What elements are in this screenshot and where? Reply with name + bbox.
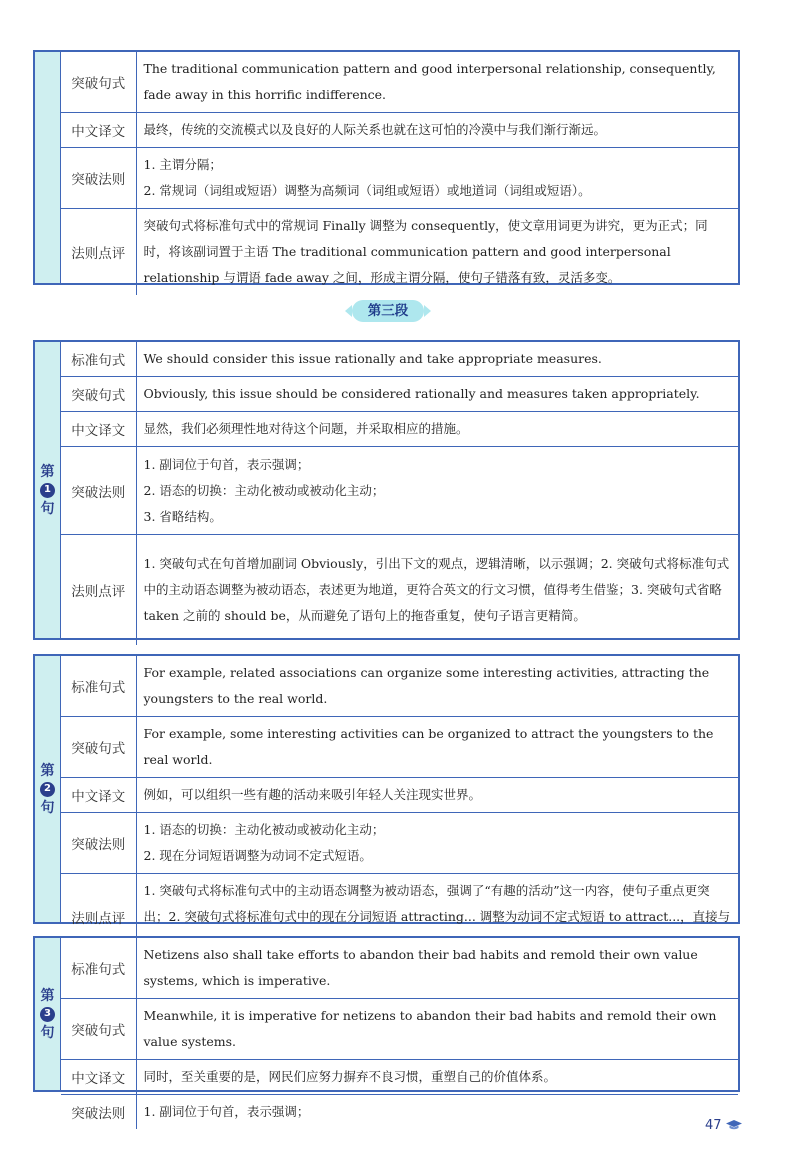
rule-line: 2. 常规词（词组或短语）调整为高频词（词组或短语）或地道词（词组或短语）。 (143, 183, 591, 198)
row-label: 突破句式 (61, 377, 136, 412)
row-label: 标准句式 (61, 342, 136, 377)
page-number: 47 (705, 1118, 722, 1133)
row-text: Obviously, this issue should be considered rationally and measures taken appropriately. (136, 377, 738, 412)
sentence-label-suffix: 句 (40, 799, 55, 816)
sentence-number-badge: 2 (40, 782, 55, 797)
row-label: 突破法则 (61, 813, 136, 874)
side-bar (35, 342, 61, 638)
row-text: For example, related associations can organize some interesting activities, attracting the youngsters to the real world. (136, 656, 738, 717)
row-label: 法则点评 (61, 209, 136, 296)
sentence-label (40, 987, 55, 1042)
row-label: 突破法则 (61, 1095, 136, 1130)
row-label: 中文译文 (61, 778, 136, 813)
row-text: 最终，传统的交流模式以及良好的人际关系也就在这可怕的冷漠中与我们渐行渐远。 (136, 113, 738, 148)
sentence-label-suffix: 句 (40, 500, 55, 517)
sentence-label (40, 463, 55, 518)
row-label: 法则点评 (61, 535, 136, 645)
rule-line: 1. 主谓分隔； (143, 157, 222, 172)
sentence-table (61, 52, 738, 295)
row-text: 同时，至关重要的是，网民们应努力摒弃不良习惯，重塑自己的价值体系。 (136, 1060, 738, 1095)
sentence-table (61, 656, 738, 960)
sentence-label-prefix: 第 (40, 762, 55, 779)
sentence-number-badge: 3 (40, 1007, 55, 1022)
sentence-label-prefix: 第 (40, 987, 55, 1004)
side-bar (35, 938, 61, 1090)
block-paragraph2-end (33, 50, 740, 285)
row-label: 标准句式 (61, 938, 136, 999)
block-sentence-3 (33, 936, 740, 1122)
row-text (136, 447, 738, 535)
rule-line: 3. 省略结构。 (143, 508, 222, 524)
row-label: 突破句式 (61, 52, 136, 113)
row-text: Meanwhile, it is imperative for netizens to abandon their bad habits and remold their own value systems. (136, 999, 738, 1060)
row-label: 突破法则 (61, 447, 136, 535)
sentence-table (61, 342, 738, 645)
row-label: 中文译文 (61, 412, 136, 447)
block-sentence-2 (33, 654, 740, 927)
row-text (136, 148, 738, 209)
row-label: 中文译文 (61, 113, 136, 148)
row-text (136, 1095, 738, 1130)
row-text: The traditional communication pattern and good interpersonal relationship, consequently, fade away in this horrific indifference. (136, 52, 738, 113)
row-text: 1. 突破句式将标准句式中的主动语态调整为被动语态，强调了“有趣的活动”这一内容，使句子重点更突出；2. 突破句式将标准句式中的现在分词短语 attracting... 调整为动词不定式短语 to attract...，直接与 (143, 883, 731, 924)
sentence-label (40, 762, 55, 817)
rule-line: 1. 副词位于句首，表示强调； (143, 1104, 310, 1119)
rule-line: 2. 现在分词短语调整为动词不定式短语。 (143, 848, 372, 863)
section-title: 第三段 (367, 303, 409, 319)
rule-line: 1. 副词位于句首，表示强调； (143, 456, 310, 472)
rule-line: 1. 语态的切换：主动化被动或被动化主动； (143, 822, 385, 837)
row-label: 法则点评 (61, 874, 136, 961)
sentence-label-prefix: 第 (40, 463, 55, 480)
side-bar (35, 52, 61, 283)
sentence-table (61, 938, 738, 1129)
row-text: 例如，可以组织一些有趣的活动来吸引年轻人关注现实世界。 (136, 778, 738, 813)
row-label: 突破句式 (61, 717, 136, 778)
section-header (352, 300, 424, 322)
row-text: Netizens also shall take efforts to abandon their bad habits and remold their own value systems, which is imperative. (136, 938, 738, 999)
row-text: 显然，我们必须理性地对待这个问题，并采取相应的措施。 (136, 412, 738, 447)
row-label: 中文译文 (61, 1060, 136, 1095)
row-text: For example, some interesting activities can be organized to attract the youngsters to the real world. (136, 717, 738, 778)
row-text (136, 813, 738, 874)
sentence-number-badge: 1 (40, 483, 55, 498)
side-bar (35, 656, 61, 922)
rule-line: 2. 语态的切换：主动化被动或被动化主动； (143, 482, 385, 498)
block-sentence-1 (33, 340, 740, 640)
graduation-cap-icon (726, 1119, 742, 1131)
sentence-label-suffix: 句 (40, 1024, 55, 1041)
row-label: 突破句式 (61, 999, 136, 1060)
row-label: 标准句式 (61, 656, 136, 717)
row-text: 1. 突破句式在句首增加副词 Obviously，引出下文的观点，逻辑清晰，以示强调；2. 突破句式将标准句式中的主动语态调整为被动语态，表述更为地道，更符合英文的行文习惯，值得考生借鉴；3. 突破句式省略 taken 之前的 should be，从而避免了语句上的拖沓重复，使句子语言更精简。 (143, 555, 730, 623)
row-label: 突破法则 (61, 148, 136, 209)
row-text: 突破句式将标准句式中的常规词 Finally 调整为 consequently，使文章用词更为讲究，更为正式；同时，将该副词置于主语 The traditional communication pattern and good interpersonal relationship 与谓语 fade away 之间，形成主谓分隔，使句子错落有致，灵活多变。 (143, 218, 708, 285)
row-text: We should consider this issue rationally and take appropriate measures. (136, 342, 738, 377)
